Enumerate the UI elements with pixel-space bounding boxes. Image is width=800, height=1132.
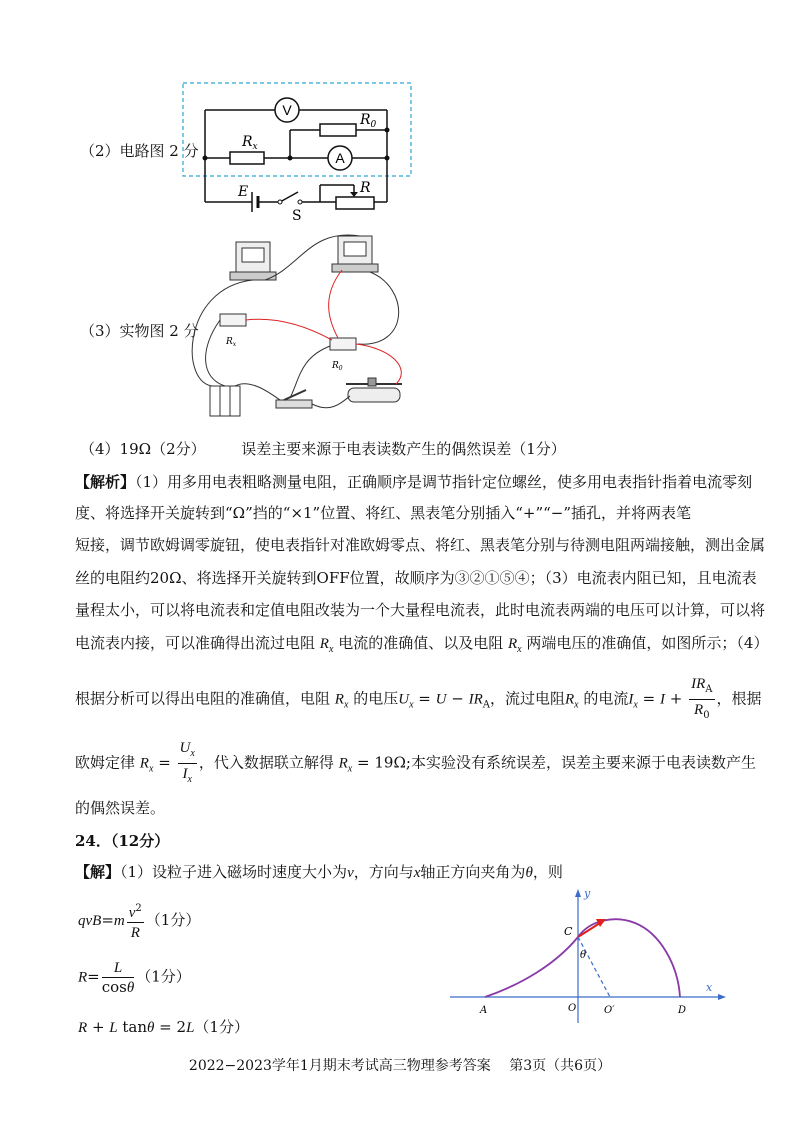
resistor-r0 (320, 124, 356, 136)
resistor-rx (230, 152, 264, 164)
eq-1: qvB=m $\frac{v^2}{R}$ （1分） (78, 900, 200, 942)
part4-line (80, 438, 740, 460)
svg-text:R0: $R_0$ (332, 361, 343, 372)
trajectory-graph (450, 885, 730, 1025)
eq-3: R + L tanθ = 2L（1分） (78, 1018, 249, 1036)
voltmeter-label: V (282, 102, 292, 118)
part3-label: （3）实物图 2 分 (80, 322, 199, 340)
svg-text:D: D (678, 1005, 687, 1016)
analysis-line-5: 量程太小，可以将电流表和定值电阻改装为一个大量程电流表，此时电流表两端的电压可以计算，可以将 (75, 601, 766, 619)
page-footer: 2022−2023学年1月期末考试高三物理参考答案 第3页（共6页） (188, 1058, 612, 1074)
svg-text:O: O (568, 1003, 577, 1014)
analysis-tag: 【解析】 (75, 473, 136, 491)
svg-text:R: R (360, 180, 371, 196)
q24-intro: 【解】（1）设粒子进入磁场时速度大小为v，方向与x轴正方向夹角为θ，则 (75, 863, 563, 881)
svg-text:E: E (238, 184, 249, 200)
svg-text:C: C (564, 925, 573, 938)
ammeter-device (332, 236, 378, 272)
wiring-diagram (180, 228, 420, 428)
analysis-line-2: 度、将选择开关旋转到“Ω”挡的“×1”位置、将红、黑表笔分别插入“+”“−”插孔，并将两表笔 (75, 504, 692, 522)
rheostat-device (346, 378, 402, 402)
svg-text:O′: O′ (604, 1005, 615, 1016)
real-r0 (330, 338, 356, 350)
svg-text:S: S (292, 208, 302, 220)
part4-note: 误差主要来源于电表读数产生的偶然误差（1分） (241, 440, 566, 458)
real-rx (220, 314, 246, 326)
analysis-line-1: 【解析】（1）用多用电表粗略测量电阻，正确顺序是调节指针定位螺丝，使多用电表指针指着电流零刻 (75, 473, 753, 491)
ammeter-label: A (335, 150, 345, 166)
svg-text:y: y (584, 887, 591, 900)
analysis-line-6: 电流表内接，可以准确得出流过电阻 $R_x$ 电流的准确值、以及电阻 $R_x$ 两端电压的准确值，如图所示；（4） (75, 634, 769, 655)
battery-device (210, 386, 240, 416)
switch-device (276, 390, 312, 408)
svg-text:x: x (706, 981, 713, 994)
analysis-line-8: 欧姆定律 $R_x$ = $\frac{U_x}{I_x}$ ，代入数据联立解得 $R_x = 19\Omega$;本实验没有系统误差，误差主要来源于电表读数产生 (75, 740, 756, 785)
circuit-diagram (180, 80, 420, 220)
svg-text:θ: θ (580, 950, 587, 961)
eq-2: R= $\frac{L}{\cos\theta}$ （1分） (78, 960, 191, 996)
analysis-line-7: 根据分析可以得出电阻的准确值，电阻 $R_x$ 的电压$U_x = U - IR_A$，流过电阻$R_x$ 的电流$I_x = I$ + $\frac{IR_A}{R_0}$ ，根据 (75, 676, 762, 721)
voltmeter-device (230, 242, 276, 280)
q24-title: 24．（12分） (75, 832, 170, 850)
analysis-line-9: 的偶然误差。 (75, 799, 166, 817)
part2-label: （2）电路图 2 分 (80, 142, 199, 160)
analysis-line-3: 短接，调节欧姆调零旋钮，使电表指针对准欧姆零点、将红、黑表笔分别与待测电阻两端接触，测出金属 (75, 536, 766, 554)
part4-answer: （4）19Ω（2分） (80, 440, 206, 458)
svg-text:Rx: $R_x$ (242, 134, 258, 152)
svg-text:A: A (480, 1005, 488, 1016)
svg-text:Rx: $R_x$ (226, 337, 237, 348)
rheostat (336, 197, 374, 209)
analysis-line-4: 丝的电阻约20Ω、将选择开关旋转到OFF位置，故顺序为③②①⑤④；（3）电流表内阻已知，且电流表 (75, 569, 757, 587)
svg-text:R0: $R_0$ (360, 112, 377, 130)
